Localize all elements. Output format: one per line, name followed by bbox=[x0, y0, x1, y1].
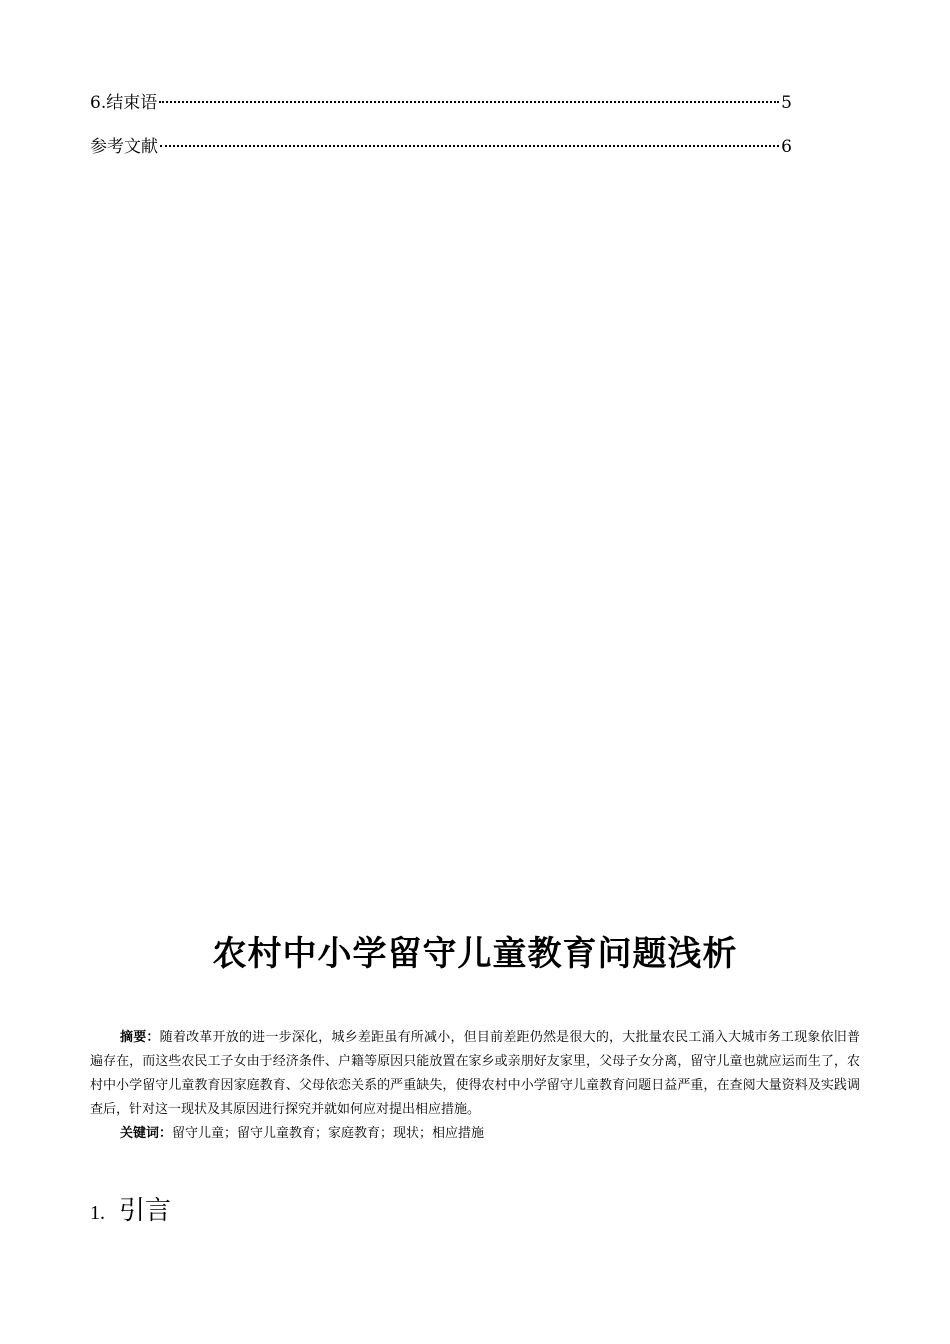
toc-entry-label: 6.结束语 bbox=[90, 93, 158, 113]
abstract-label: 摘要： bbox=[120, 1030, 160, 1045]
toc-entry-page: 6 bbox=[781, 137, 792, 157]
toc-entry[interactable] bbox=[90, 132, 792, 160]
document-title: 农村中小学留守儿童教育问题浅析 bbox=[212, 934, 738, 974]
section-heading bbox=[90, 1190, 171, 1227]
keywords-label: 关键词： bbox=[120, 1126, 173, 1141]
toc-dot-leader bbox=[160, 144, 779, 147]
toc-entry-page: 5 bbox=[781, 93, 792, 113]
abstract-paragraph bbox=[90, 1026, 860, 1122]
abstract-section bbox=[90, 1026, 860, 1146]
section-title: 引言 bbox=[119, 1196, 172, 1226]
toc-entry[interactable] bbox=[90, 88, 792, 116]
keywords-paragraph bbox=[90, 1122, 860, 1146]
toc-dot-leader bbox=[159, 100, 779, 103]
section-number: 1. bbox=[90, 1202, 105, 1224]
abstract-text: 随着改革开放的进一步深化，城乡差距虽有所减小，但目前差距仍然是很大的，大批量农民工涌入大城市务工现象依旧普遍存在，而这些农民工子女由于经济条件、户籍等原因只能放置在家乡或亲朋好友家里，父母子女分离，留守儿童也就应运而生了，农村中小学留守儿童教育因家庭教育、父母依恋关系的严重缺失，使得农村中小学留守儿童教育问题日益严重，在查阅大量资料及实践调查后，针对这一现状及其原因进行探究并就如何应对提出相应措施。 bbox=[90, 1030, 860, 1117]
table-of-contents bbox=[90, 88, 792, 176]
keywords-text: 留守儿童；留守儿童教育；家庭教育；现状；相应措施 bbox=[172, 1126, 485, 1141]
toc-entry-label: 参考文献 bbox=[90, 137, 158, 157]
